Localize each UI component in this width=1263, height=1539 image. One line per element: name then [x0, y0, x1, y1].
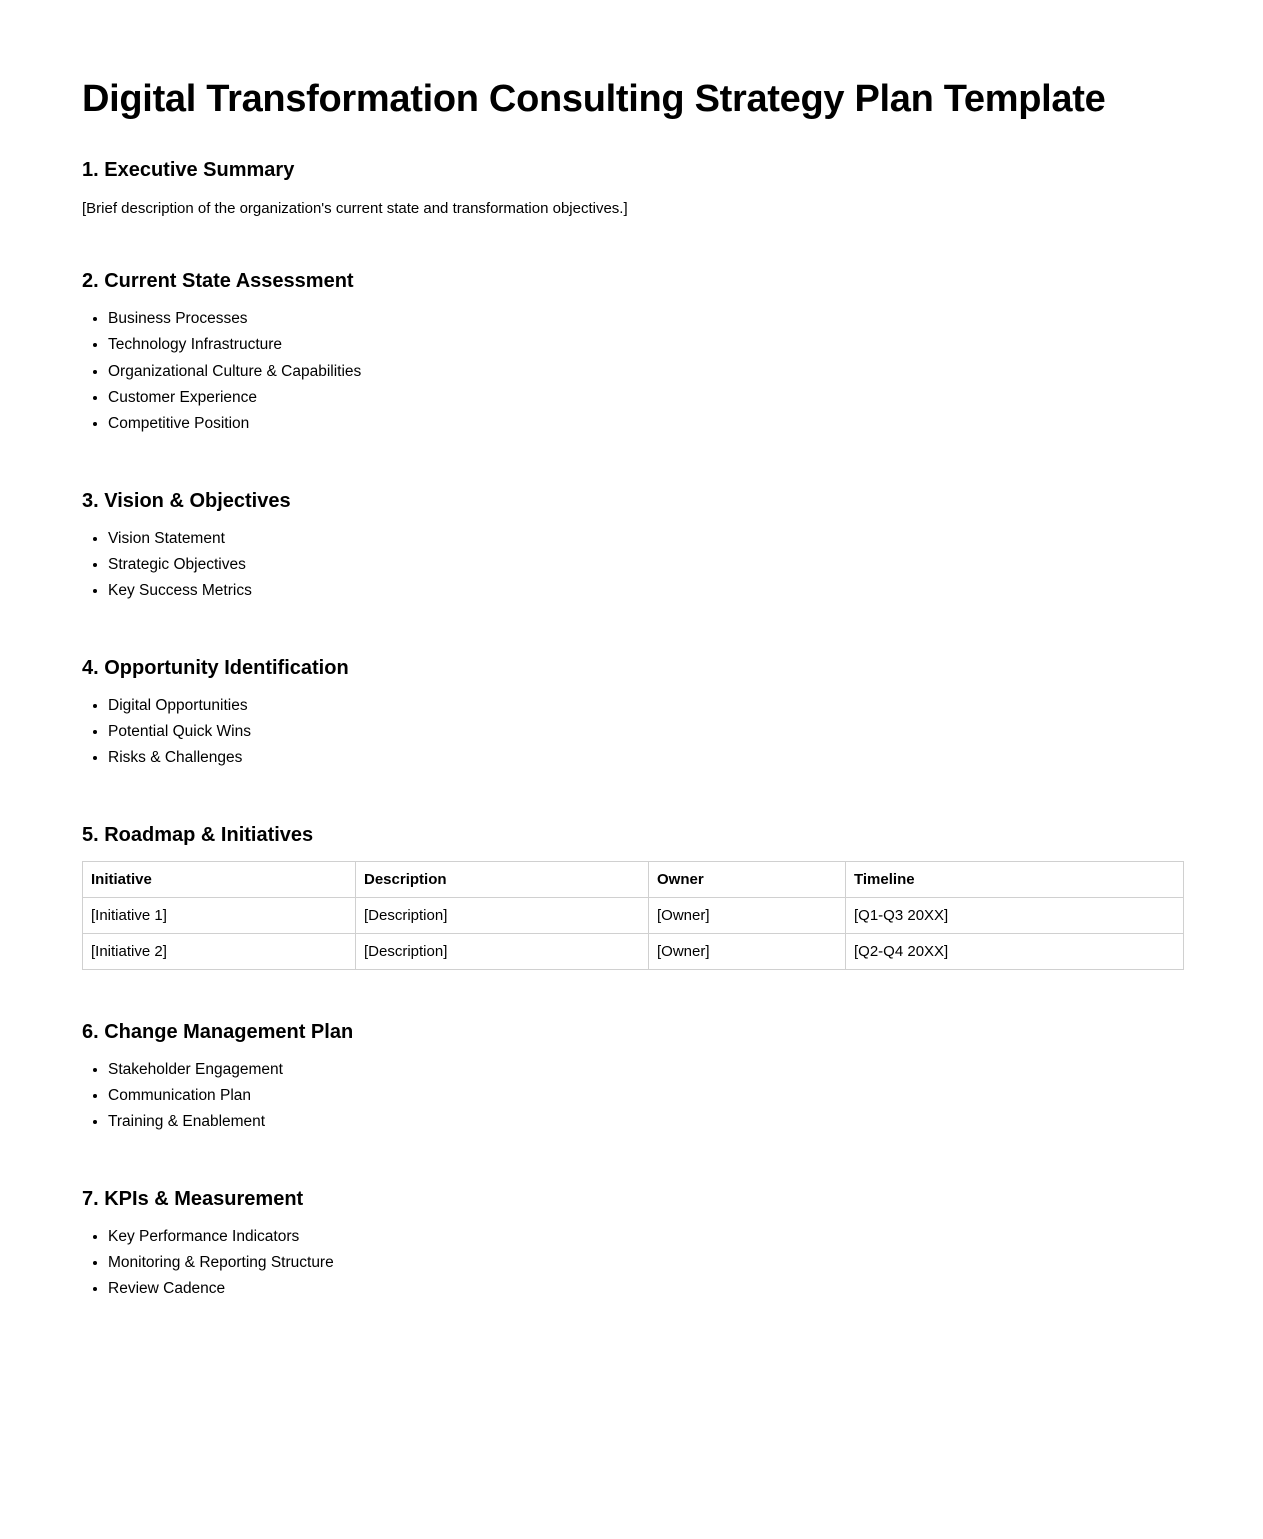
spacer: [82, 1211, 1183, 1224]
spacer: [82, 182, 1183, 198]
spacer: [82, 970, 1183, 1020]
spacer: [82, 847, 1183, 861]
list-item: • Communication Plan: [108, 1083, 1183, 1109]
table-cell-description: [Description]: [356, 897, 649, 933]
list-item: • Review Cadence: [108, 1276, 1183, 1302]
table-cell-initiative: [Initiative 2]: [83, 933, 356, 969]
list-item: • Potential Quick Wins: [108, 719, 1183, 745]
section-heading-roadmap-initiatives: 5. Roadmap & Initiatives: [82, 823, 314, 846]
list-kpis-measurement: [82, 1224, 1183, 1302]
spacer: [82, 293, 1183, 306]
list-item: • Digital Opportunities: [108, 693, 1183, 719]
table-column-header-initiative: Initiative: [83, 861, 356, 897]
section-heading-executive-summary: 1. Executive Summary: [82, 158, 295, 181]
section-heading-vision-objectives: 3. Vision & Objectives: [82, 489, 291, 512]
list-change-management-plan: [82, 1057, 1183, 1135]
list-current-state-assessment: [82, 306, 1183, 436]
list-item: • Customer Experience: [108, 385, 1183, 411]
list-item: • Monitoring & Reporting Structure: [108, 1250, 1183, 1276]
spacer: [82, 604, 1183, 656]
spacer: [82, 680, 1183, 693]
table-row: [83, 897, 1184, 933]
table-cell-timeline: [Q1-Q3 20XX]: [846, 897, 1184, 933]
list-item: • Risks & Challenges: [108, 745, 1183, 771]
spacer: [82, 122, 1183, 158]
table-column-header-description: Description: [356, 861, 649, 897]
section-roadmap-initiatives: [82, 823, 1183, 970]
section-heading-opportunity-identification: 4. Opportunity Identification: [82, 656, 349, 679]
spacer: [82, 1135, 1183, 1187]
list-item: • Organizational Culture & Capabilities: [108, 359, 1183, 385]
spacer: [82, 437, 1183, 489]
spacer: [82, 771, 1183, 823]
table-cell-initiative: [Initiative 1]: [83, 897, 356, 933]
section-heading-kpis-measurement: 7. KPIs & Measurement: [82, 1187, 304, 1210]
spacer: [82, 1044, 1183, 1057]
list-vision-objectives: [82, 526, 1183, 604]
section-heading-current-state-assessment: 2. Current State Assessment: [82, 270, 354, 293]
table-cell-timeline: [Q2-Q4 20XX]: [846, 933, 1184, 969]
table-column-header-owner: Owner: [649, 861, 846, 897]
list-item: • Key Performance Indicators: [108, 1224, 1183, 1250]
section-executive-summary: [82, 158, 1183, 220]
table-cell-owner: [Owner]: [649, 933, 846, 969]
page-title: Digital Transformation Consulting Strategy Plan Template: [82, 78, 1106, 120]
list-item: • Vision Statement: [108, 526, 1183, 552]
table-column-header-timeline: Timeline: [846, 861, 1184, 897]
section-heading-change-management-plan: 6. Change Management Plan: [82, 1020, 354, 1043]
list-item: • Strategic Objectives: [108, 552, 1183, 578]
section-kpis-measurement: [82, 1187, 1183, 1302]
executive-summary-body: [Brief description of the organization's current state and transformation objectives.]: [82, 199, 628, 217]
list-item: • Business Processes: [108, 306, 1183, 332]
section-current-state-assessment: [82, 269, 1183, 436]
list-item: • Stakeholder Engagement: [108, 1057, 1183, 1083]
table-cell-owner: [Owner]: [649, 897, 846, 933]
list-item: • Competitive Position: [108, 411, 1183, 437]
roadmap-table: [82, 861, 1184, 970]
section-change-management-plan: [82, 1020, 1183, 1135]
table-row: [83, 933, 1184, 969]
list-item: • Training & Enablement: [108, 1109, 1183, 1135]
list-opportunity-identification: [82, 693, 1183, 771]
spacer: [82, 513, 1183, 526]
table-header-row: [83, 861, 1184, 897]
list-item: • Key Success Metrics: [108, 578, 1183, 604]
spacer: [82, 219, 1183, 269]
table-cell-description: [Description]: [356, 933, 649, 969]
section-vision-objectives: [82, 489, 1183, 604]
list-item: • Technology Infrastructure: [108, 332, 1183, 358]
section-opportunity-identification: [82, 656, 1183, 771]
